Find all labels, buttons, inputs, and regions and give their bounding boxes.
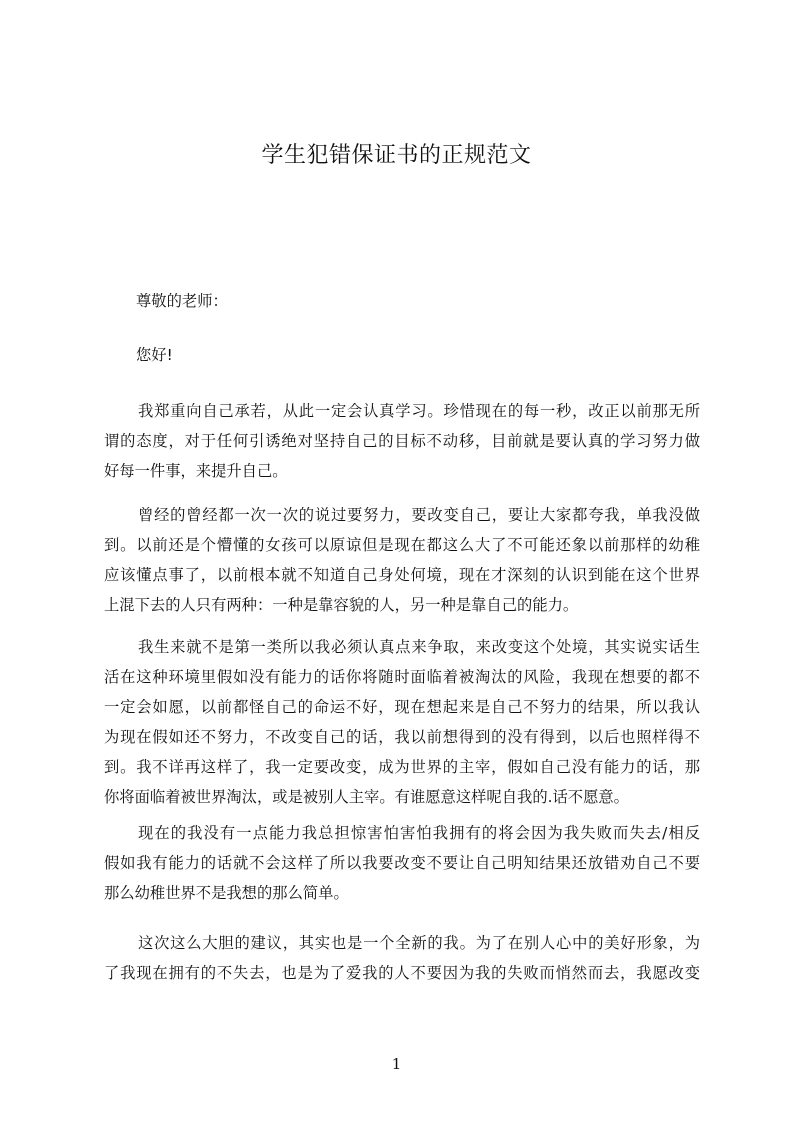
paragraph-line: 为现在假如还不努力，不改变自己的话，我以前想得到的没有得到，以后也照样得不: [104, 728, 700, 746]
paragraph-line: 你将面临着被世界淘汰，或是被别人主宰。有谁愿意这样呢自我的.话不愿意。: [104, 788, 629, 806]
paragraph-line: 上混下去的人只有两种：一种是靠容貌的人，另一种是靠自己的能力。: [104, 596, 579, 614]
paragraph-5: [104, 928, 700, 988]
paragraph-3: [104, 632, 700, 812]
paragraph-line: 好每一件事，来提升自己。: [104, 462, 288, 480]
paragraph-line: 那么幼稚世界不是我想的那么简单。: [104, 884, 349, 902]
paragraph-2: [104, 500, 700, 620]
paragraph-line: 谓的态度，对于任何引诱绝对坚持自己的目标不动移，目前就是要认真的学习努力做: [104, 432, 700, 450]
paragraph-line: 应该懂点事了，以前根本就不知道自己身处何境，现在才深刻的认识到能在这个世界: [104, 566, 700, 584]
paragraph-line: 曾经的曾经都一次一次的说过要努力，要改变自己，要让大家都夸我，单我没做: [138, 506, 700, 524]
paragraph-line: 到。我不详再这样了，我一定要改变，成为世界的主宰，假如自己没有能力的话，那: [104, 758, 700, 776]
paragraph-4: [104, 818, 700, 908]
paragraph-line: 假如我有能力的话就不会这样了所以我要改变不要让自己明知结果还放错劝自己不要: [104, 854, 700, 872]
greeting: 您好!: [136, 346, 173, 364]
document-title: 学生犯错保证书的正规范文: [261, 143, 532, 168]
paragraph-line: 到。以前还是个懵懂的女孩可以原谅但是现在都这么大了不可能还象以前那样的幼稚: [104, 536, 700, 554]
paragraph-line: 一定会如愿，以前都怪自己的命运不好，现在想起来是自己不努力的结果，所以我认: [104, 698, 700, 716]
paragraph-line: 我郑重向自己承若，从此一定会认真学习。珍惜现在的每一秒，改正以前那无所: [138, 402, 700, 420]
page-number: 1: [391, 1055, 402, 1073]
paragraph-line: 现在的我没有一点能力我总担惊害怕害怕我拥有的将会因为我失败而失去/相反: [138, 824, 700, 842]
paragraph-line: 我生来就不是第一类所以我必须认真点来争取，来改变这个处境，其实说实话生: [138, 638, 700, 656]
paragraph-line: 这次这么大胆的建议，其实也是一个全新的我。为了在别人心中的美好形象，为: [138, 934, 700, 952]
paragraph-line: 了我现在拥有的不失去，也是为了爱我的人不要因为我的失败而悄然而去，我愿改变: [104, 964, 700, 982]
paragraph-1: [104, 396, 700, 486]
paragraph-line: 活在这种环境里假如没有能力的话你将随时面临着被淘汰的风险，我现在想要的都不: [104, 668, 700, 686]
salutation: 尊敬的老师：: [136, 292, 228, 310]
